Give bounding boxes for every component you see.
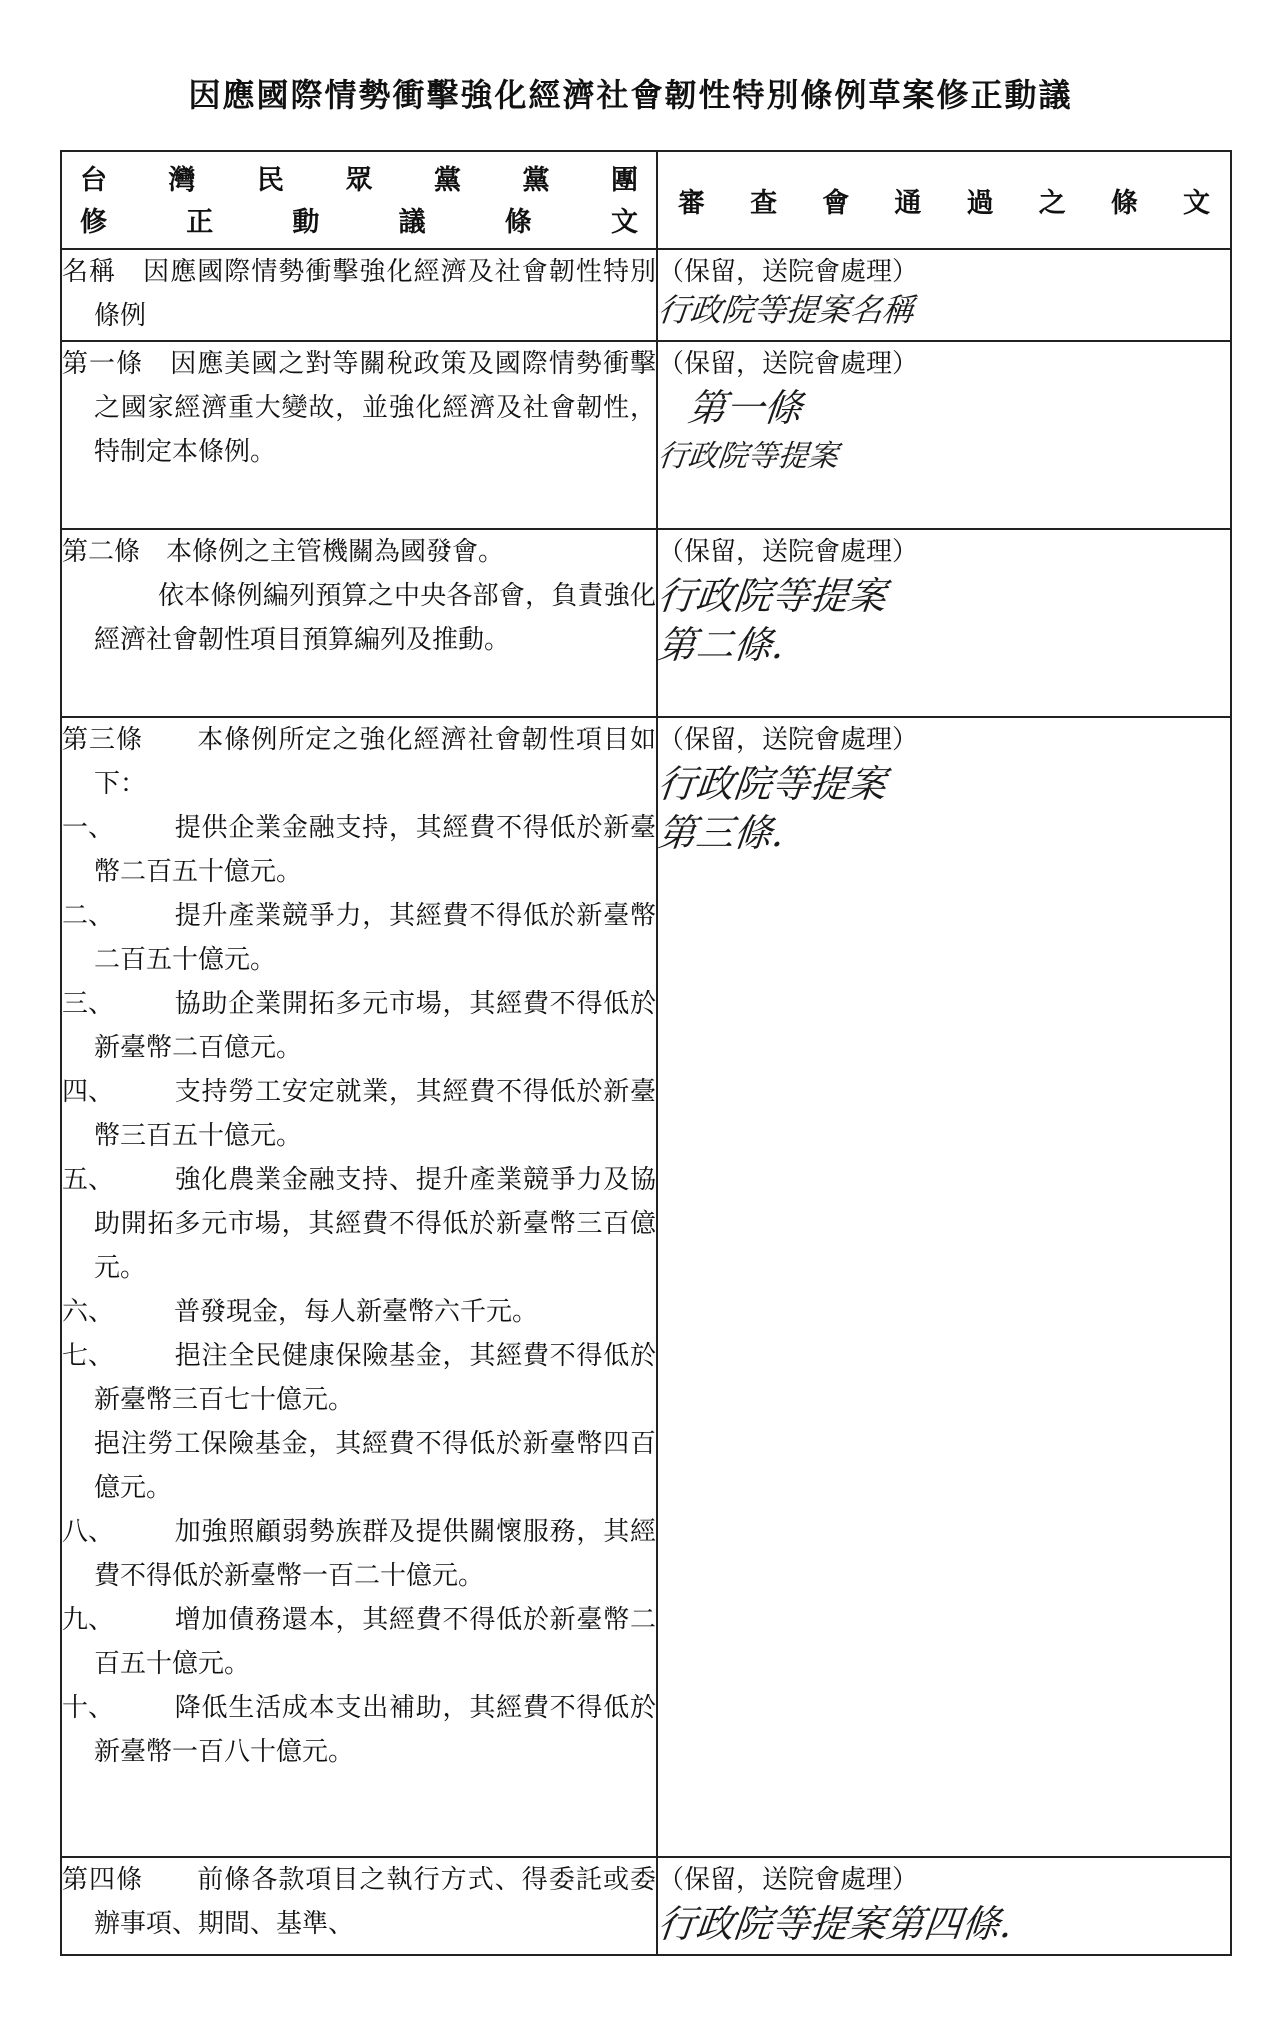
header-char: 正 — [186, 207, 214, 238]
item-text: 增加債務還本，其經費不得低於新臺幣二百五十億元。 — [94, 1605, 656, 1679]
handwritten-note: 行政院等提案第四條. — [655, 1902, 1015, 1946]
list-item — [62, 1598, 656, 1686]
item-text: 降低生活成本支出補助，其經費不得低於新臺幣一百八十億元。 — [94, 1693, 656, 1767]
header-char: 台 — [80, 165, 107, 196]
header-char: 審 — [678, 187, 705, 219]
list-item — [62, 894, 656, 982]
item-number: 四、 — [62, 1077, 115, 1107]
handwritten-note: 行政院等提案 — [655, 574, 889, 618]
header-right — [657, 151, 1231, 249]
header-char: 團 — [611, 165, 638, 196]
item-number: 五、 — [62, 1165, 115, 1195]
table-header-row — [61, 151, 1231, 249]
article-2-left — [61, 529, 657, 717]
header-char: 議 — [398, 207, 426, 238]
article-3-intro: 第三條 本條例所定之強化經濟社會韌性項目如下： — [62, 725, 656, 799]
header-char: 修 — [80, 207, 107, 238]
header-char: 查 — [750, 187, 778, 219]
item-text: 加強照顧弱勢族群及提供關懷服務，其經費不得低於新臺幣一百二十億元。 — [94, 1517, 656, 1591]
handwritten-note: 行政院等提案 — [656, 439, 840, 474]
comparison-table — [60, 150, 1232, 1956]
list-item — [62, 1510, 656, 1598]
header-char: 黨 — [434, 165, 461, 196]
handwritten-note: 第一條 — [685, 386, 805, 430]
handwritten-note: 第三條. — [655, 811, 787, 855]
article-2-text: 第二條 本條例之主管機關為國發會。 — [62, 537, 505, 567]
header-left-line1 — [62, 160, 656, 202]
item-text: 提供企業金融支持，其經費不得低於新臺幣二百五十億元。 — [94, 813, 656, 887]
list-item — [62, 806, 656, 894]
header-left-line2 — [62, 202, 656, 244]
item-text: 支持勞工安定就業，其經費不得低於新臺幣三百五十億元。 — [94, 1077, 656, 1151]
article-3-right — [657, 717, 1231, 1857]
item-number: 一、 — [62, 813, 115, 843]
header-char: 民 — [257, 165, 284, 196]
header-char: 黨 — [522, 165, 550, 196]
article-4-right — [657, 1857, 1231, 1955]
table-row-article-3 — [61, 717, 1231, 1857]
header-char: 之 — [1038, 187, 1066, 219]
table-row-article-1 — [61, 341, 1231, 529]
status-text: （保留，送院會處理） — [658, 349, 919, 379]
header-char: 通 — [894, 187, 922, 219]
article-1-right — [657, 341, 1231, 529]
list-item — [62, 1686, 656, 1774]
table-row-article-2 — [61, 529, 1231, 717]
handwritten-note: 行政院等提案名稱 — [656, 291, 917, 329]
list-item — [62, 1334, 656, 1422]
name-right — [657, 249, 1231, 341]
header-char: 灣 — [168, 165, 196, 196]
article-3-left — [61, 717, 657, 1857]
article-1-text: 第一條 因應美國之對等關稅政策及國際情勢衝擊之國家經濟重大變故，並強化經濟及社會韌性，特制定本條例。 — [62, 349, 656, 467]
item-text: 挹注全民健康保險基金，其經費不得低於新臺幣三百七十億元。 — [94, 1341, 656, 1415]
table-row-name — [61, 249, 1231, 341]
article-2-paragraph: 依本條例編列預算之中央各部會，負責強化經濟社會韌性項目預算編列及推動。 — [94, 581, 656, 655]
item-number: 六、 — [62, 1297, 115, 1327]
list-item — [62, 982, 656, 1070]
header-char: 文 — [1182, 187, 1210, 219]
item-text: 提升產業競爭力，其經費不得低於新臺幣二百五十億元。 — [94, 901, 656, 975]
table-row-article-4 — [61, 1857, 1231, 1955]
header-char: 動 — [292, 207, 320, 238]
status-text: （保留，送院會處理） — [658, 257, 919, 287]
list-item — [62, 1070, 656, 1158]
article-4-left — [61, 1857, 657, 1955]
article-1-left — [61, 341, 657, 529]
item-number: 二、 — [62, 901, 115, 931]
list-item — [62, 1158, 656, 1290]
header-char: 過 — [966, 187, 994, 219]
item-text: 強化農業金融支持、提升產業競爭力及協助開拓多元市場，其經費不得低於新臺幣三百億元。 — [94, 1165, 656, 1283]
article-2-right — [657, 529, 1231, 717]
item-text: 協助企業開拓多元市場，其經費不得低於新臺幣二百億元。 — [94, 989, 656, 1063]
status-text: （保留，送院會處理） — [658, 1865, 919, 1895]
status-text: （保留，送院會處理） — [658, 725, 919, 755]
document-title: 因應國際情勢衝擊強化經濟社會韌性特別條例草案修正動議 — [188, 76, 1073, 114]
header-char: 會 — [822, 187, 850, 219]
name-text: 名稱 因應國際情勢衝擊強化經濟及社會韌性特別條例 — [62, 257, 656, 331]
item-number: 九、 — [62, 1605, 115, 1635]
header-left — [61, 151, 657, 249]
item-number: 十、 — [62, 1693, 115, 1723]
item-text: 挹注勞工保險基金，其經費不得低於新臺幣四百億元。 — [94, 1429, 656, 1503]
item-number: 八、 — [62, 1517, 115, 1547]
handwritten-note: 行政院等提案 — [655, 762, 889, 806]
list-item — [62, 1290, 656, 1334]
item-text: 普發現金，每人新臺幣六千元。 — [174, 1297, 539, 1327]
item-number: 七、 — [62, 1341, 115, 1371]
item-number: 三、 — [62, 989, 115, 1019]
header-char: 條 — [1110, 187, 1138, 219]
header-char: 條 — [504, 207, 532, 238]
list-item-continuation — [62, 1422, 656, 1510]
name-left — [61, 249, 657, 341]
handwritten-note: 第二條. — [655, 623, 787, 667]
article-4-text: 第四條 前條各款項目之執行方式、得委託或委辦事項、期間、基準、 — [62, 1865, 656, 1939]
header-char: 眾 — [345, 165, 373, 196]
status-text: （保留，送院會處理） — [658, 537, 919, 567]
header-char: 文 — [610, 207, 638, 238]
